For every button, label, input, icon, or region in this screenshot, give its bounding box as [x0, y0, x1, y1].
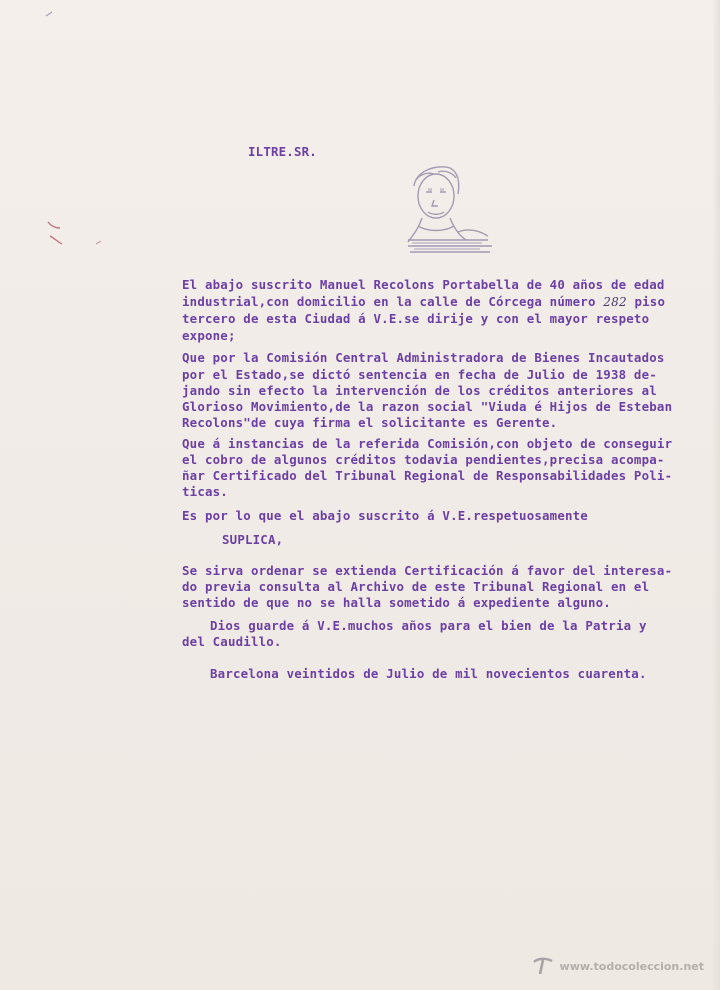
paragraph1-line2-text: industrial,con domicilio en la calle de Córcega número	[182, 294, 604, 309]
paragraph1-line1: El abajo suscrito Manuel Recolons Portabella de 40 años de edad	[182, 277, 665, 292]
paragraph1-line2-end: piso	[626, 294, 666, 309]
watermark-text: www.todocoleccion.net	[559, 959, 704, 973]
paragraph5-line3: sentido de que no se halla sometido á expediente alguno.	[182, 595, 611, 610]
paragraph3-line1: Que á instancias de la referida Comisión,con objeto de conseguir	[182, 436, 673, 451]
paragraph2-line5: Recolons"de cuya firma el solicitante es Gerente.	[182, 415, 558, 430]
street-number-handwritten: 282	[603, 295, 627, 309]
paragraph3-line4: ticas.	[182, 484, 228, 499]
paragraph3-line2: el cobro de algunos créditos todavia pendientes,precisa acompa-	[182, 452, 665, 467]
paragraph5-line1: Se sirva ordenar se extienda Certificación á favor del interesa-	[182, 563, 673, 578]
salutation: ILTRE.SR.	[248, 144, 317, 159]
paragraph1-line3: tercero de esta Ciudad á V.E.se dirije y con el mayor respeto	[182, 311, 650, 326]
paragraph1-line4: expone;	[182, 328, 236, 343]
paragraph5-line2: do previa consulta al Archivo de este Tribunal Regional en el	[182, 579, 650, 594]
paragraph2-line1: Que por la Comisión Central Administradora de Bienes Incautados	[182, 350, 665, 365]
ink-marks-icon	[40, 0, 120, 260]
paragraph2-line3: jando sin efecto la intervención de los créditos anteriores al	[182, 383, 657, 398]
closing-date: Barcelona veintidos de Julio de mil novecientos cuarenta.	[210, 666, 647, 681]
paragraph3-line3: ñar Certificado del Tribunal Regional de Responsabilidades Poli-	[182, 468, 673, 483]
paragraph1-line2	[182, 293, 665, 311]
paper-edge	[712, 0, 720, 990]
portrait-stamp-icon	[398, 160, 498, 264]
todocoleccion-logo-icon	[532, 956, 554, 976]
paragraph2-line4: Glorioso Movimiento,de la razon social "Viuda é Hijos de Esteban	[182, 399, 673, 414]
watermark	[532, 956, 704, 976]
paragraph2-line2: por el Estado,se dictó sentencia en fecha de Julio de 1938 de-	[182, 367, 657, 382]
paragraph4: Es por lo que el abajo suscrito á V.E.respetuosamente	[182, 508, 588, 523]
paragraph6-line1: Dios guarde á V.E.muchos años para el bien de la Patria y	[210, 618, 647, 633]
suplica-heading: SUPLICA,	[222, 532, 284, 547]
paragraph6-line2: del Caudillo.	[182, 634, 282, 649]
